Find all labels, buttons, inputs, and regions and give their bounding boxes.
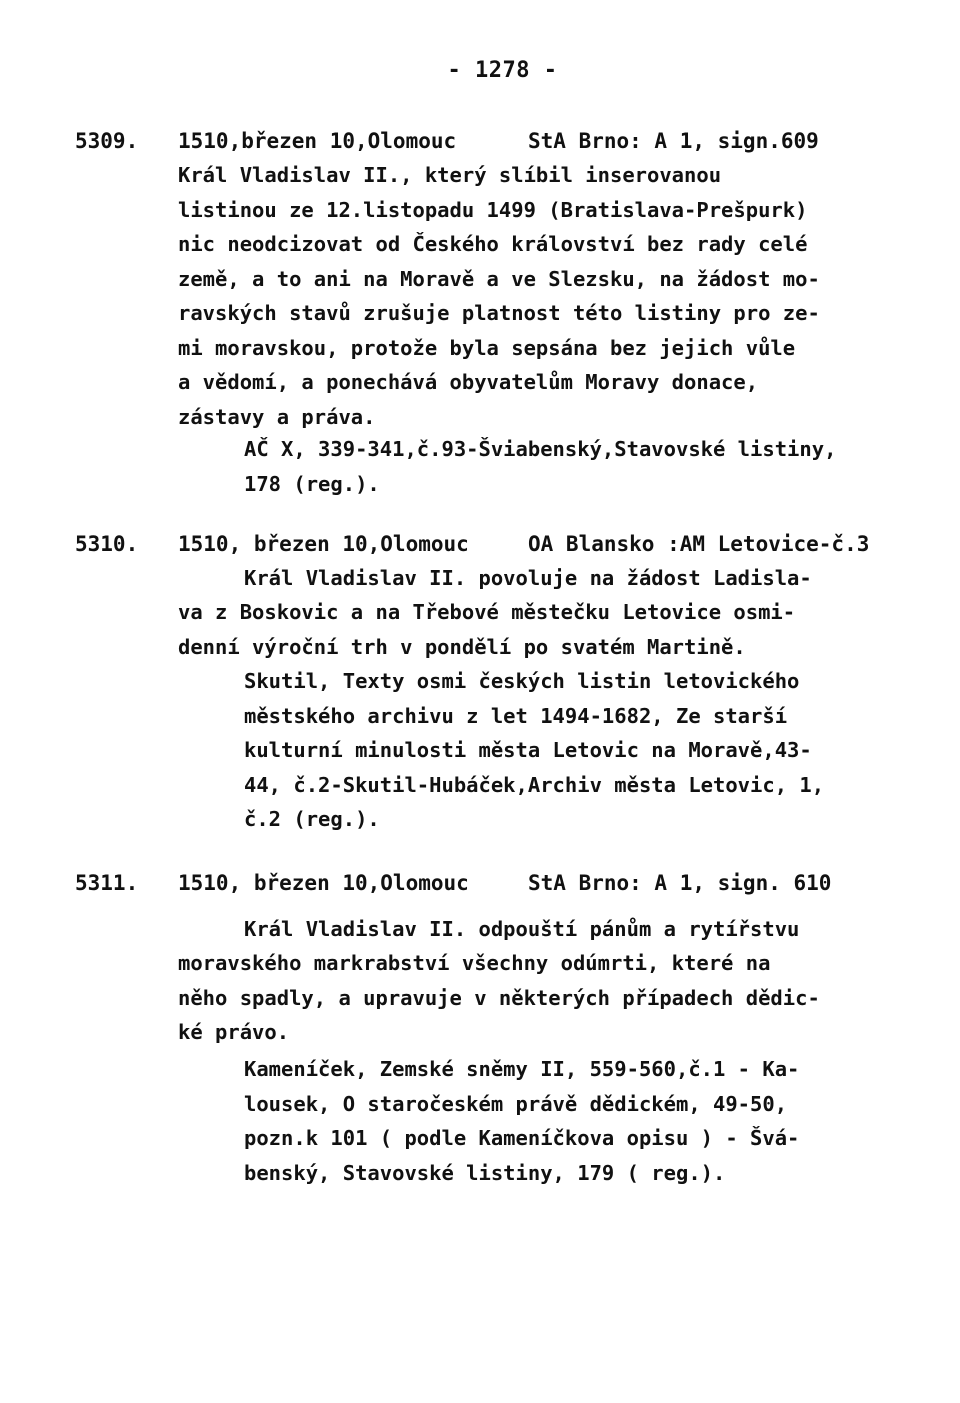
- summary-line: nic neodcizovat od Českého království bez rady celé: [178, 232, 808, 256]
- entry-archive-signature: StA Brno: A 1, sign.609: [528, 129, 819, 153]
- reference-line: kulturní minulosti města Letovic na Moravě,43-: [244, 738, 812, 762]
- summary-line: něho spadly, a upravuje v některých případech dědic-: [178, 985, 820, 1010]
- summary-line: va z Boskovic a na Třebové městečku Letovice osmi-: [178, 600, 796, 624]
- summary-line: moravského markrabství všechny odúmrti, které na: [178, 951, 771, 975]
- summary-line: Král Vladislav II. odpouští pánům a rytířstvu: [244, 917, 800, 941]
- reference-line: Skutil, Texty osmi českých listin letovického: [244, 669, 800, 693]
- summary-line: země, a to ani na Moravě a ve Slezsku, na žádost mo-: [178, 266, 820, 291]
- summary-line: denní výroční trh v pondělí po svatém Martině.: [178, 634, 746, 659]
- summary-line: ké právo.: [178, 1020, 290, 1044]
- entry-date-place: 1510,březen 10,Olomouc: [178, 129, 457, 153]
- summary-line: mi moravskou, protože byla sepsána bez jejich vůle: [178, 335, 796, 360]
- summary-line: Král Vladislav II. povoluje na žádost Ladisla-: [244, 566, 812, 590]
- entry-reference: [244, 432, 836, 501]
- reference-line: 44, č.2-Skutil-Hubáček,Archiv města Letovic, 1,: [244, 772, 825, 797]
- entry-reference: [244, 1052, 799, 1190]
- reference-line: benský, Stavovské listiny, 179 ( reg.).: [244, 1160, 726, 1185]
- entry-summary-continued: [178, 595, 795, 664]
- entry-number: 5310.: [75, 532, 139, 556]
- entry-summary: [244, 912, 799, 947]
- reference-line: pozn.k 101 ( podle Kameníčkova opisu ) - Švá-: [244, 1126, 800, 1150]
- summary-line: ravských stavů zrušuje platnost této listiny pro ze-: [178, 301, 820, 325]
- summary-line: Král Vladislav II., který slíbil inserovanou: [178, 163, 722, 187]
- reference-line: lousek, O staročeském právě dědickém, 49-50,: [244, 1091, 788, 1116]
- entry-reference: [244, 664, 824, 837]
- summary-line: a vědomí, a ponechává obyvatelům Moravy donace,: [178, 370, 759, 394]
- reference-line: č.2 (reg.).: [244, 807, 380, 831]
- entry-archive-signature: OA Blansko :AM Letovice-č.3: [528, 532, 870, 556]
- reference-line: Kameníček, Zemské sněmy II, 559-560,č.1 - Ka-: [244, 1057, 800, 1081]
- reference-line: městského archivu z let 1494-1682, Ze starší: [244, 703, 788, 728]
- entry-summary-continued: [178, 946, 820, 1050]
- reference-line: 178 (reg.).: [244, 471, 380, 496]
- entry-date-place: 1510, březen 10,Olomouc: [178, 532, 469, 556]
- entry-summary: [178, 158, 820, 434]
- page-number: - 1278 -: [447, 58, 558, 83]
- entry-summary: [244, 561, 812, 596]
- entry-date-place: 1510, březen 10,Olomouc: [178, 871, 469, 895]
- summary-line: zástavy a práva.: [178, 404, 376, 429]
- entry-archive-signature: StA Brno: A 1, sign. 610: [528, 871, 832, 895]
- summary-line: listinou ze 12.listopadu 1499 (Bratislava-Prešpurk): [178, 197, 808, 222]
- entry-number: 5309.: [75, 129, 139, 153]
- entry-number: 5311.: [75, 871, 139, 895]
- reference-line: AČ X, 339-341,č.93-Šviabenský,Stavovské listiny,: [244, 437, 837, 461]
